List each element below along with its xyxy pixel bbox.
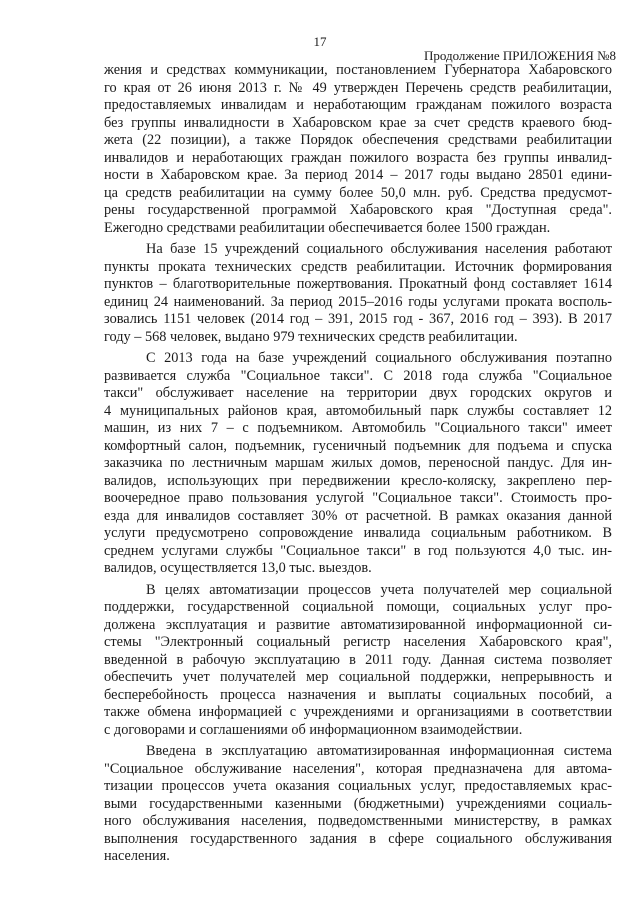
text-line: году – 568 человек, выдано 979 технических средств реабилитации. [104,328,518,345]
text-line: заказчика по лестничным маршам жилых домов, переносной пандус. Для ин- [104,455,612,471]
paragraph [104,582,612,740]
text-line: го края от 26 июня 2013 г. № 49 утвержден Перечень средств реабилитации, [104,79,612,96]
text-line: пункты проката технических средств реабилитации. Источник формирования [104,258,612,275]
text-line: "Социальное обслуживание населения", которая предназначена для автома- [104,760,612,777]
text-line: такси" обслуживает население на территории двух городских округов и [104,385,612,401]
text-line: В целях автоматизации процессов учета получателей мер социальной [146,581,612,598]
text-line: езда для инвалидов составляет 30% от расчетной. В рамках оказания данной [104,507,612,524]
text-line: Введена в эксплуатацию автоматизированная информационная система [146,743,612,759]
text-line: бесперебойность процесса назначения и выплаты социальных пособий, а [104,686,612,703]
paragraph [104,350,612,578]
document-body [104,62,612,870]
text-line: с договорами и соглашениями об информационном взаимодействии. [104,721,523,738]
text-line: валидов, осуществляется 13,0 тыс. выездов. [104,560,372,576]
text-line: комфортный салон, подъемник, гусеничный подъемник для подъема и спуска [104,437,612,454]
text-line: ного обслуживания населения, подведомственными министерству, в рамках [104,813,612,829]
text-line: также обмена информацией с учреждениями и организациями в соответствии [104,704,612,720]
paragraph [104,62,612,237]
text-line: Ежегодно средствами реабилитации обеспечивается более 1500 граждан. [104,219,551,236]
text-line: выми государственными казенными (бюджетными) учреждениями социаль- [104,795,612,812]
text-line: услуги предусмотрено сопровождение инвалида социальным работником. В [104,525,612,541]
text-line: развивается служба "Социальное такси". С 2018 года служба "Социальное [104,367,612,384]
text-line: пунктов – благотворительные пожертвования. Прокатный фонд составляет 1614 [104,276,612,292]
text-line: инвалидов и неработающих граждан пожилого возраста без группы инвалид- [104,149,612,166]
text-line: машин, из них 7 – с подъемником. Автомобиль "Социального такси" имеет [104,420,612,436]
text-line: стемы "Электронный социальный регистр населения Хабаровского края", [104,634,612,650]
text-line: жения и средствах коммуникации, постановлением Губернатора Хабаровского [104,62,612,78]
text-line: выполнения государственного задания в сфере социального обслуживания [104,830,612,847]
text-line: поддержки, государственной социальной помощи, социальных услуг про- [104,599,612,615]
text-line: С 2013 года на базе учреждений социального обслуживания поэтапно [146,350,612,366]
text-line: тизации процессов учета оказания социальных услуг, предоставляемых крас- [104,778,612,794]
text-line: населения. [104,848,170,864]
text-line: валидов, использующих при передвижении кресло-коляску, закреплено пер- [104,472,612,489]
text-line: должена эксплуатация и развитие автоматизированной информационной си- [104,616,612,633]
text-line: рены государственной программой Хабаровского края "Доступная среда". [104,202,612,218]
text-line: зовались 1151 человек (2014 год – 391, 2015 год - 367, 2016 год – 393). В 2017 [104,311,612,327]
text-line: единиц 24 наименований. За период 2015–2016 годы услугами проката восполь- [104,293,612,310]
text-line: жета (22 позиции), а также Порядок обеспечения средствами реабилитации [104,132,612,148]
text-line: без группы инвалидности в Хабаровском крае за счет средств краевого бюд- [104,114,612,131]
text-line: 4 муниципальных районов края, автомобильный парк службы составляет 12 [104,402,612,419]
text-line: введенной в рабочую эксплуатацию в 2011 году. Данная система позволяет [104,651,612,668]
paragraph [104,241,612,346]
text-line: обеспечить учет получателей мер социальной поддержки, непрерывность и [104,669,612,685]
text-line: На базе 15 учреждений социального обслуживания населения работают [146,241,612,257]
appendix-note: Продолжение ПРИЛОЖЕНИЯ №8 [423,48,616,63]
paragraph [104,743,612,866]
text-line: воочередное право пользования услугой "Социальное такси". Стоимость про- [104,490,612,506]
text-line: предоставляемых инвалидам и неработающим гражданам пожилого возраста [104,97,612,113]
text-line: ца средств реабилитации на сумму более 50,0 млн. руб. Средства предусмот- [104,184,612,201]
text-line: ности в Хабаровском крае. За период 2014 – 2017 годы выдано 28501 едини- [104,167,612,183]
text-line: среднем услугами службы "Социальное такси" в год пользуются 4,0 тыс. ин- [104,542,612,559]
page-number: 17 [313,34,327,49]
